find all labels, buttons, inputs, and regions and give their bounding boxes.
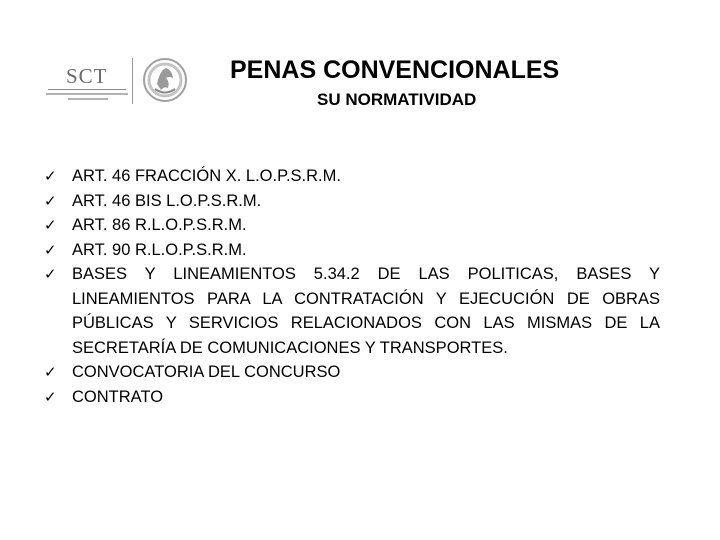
list-item [44,262,660,360]
page-subtitle: SU NORMATIVIDAD [317,90,477,109]
check-mark-icon: ✓ [44,240,57,259]
list-item-text: ART. 86 R.L.O.P.S.R.M. [72,216,247,234]
list-item [44,385,660,410]
check-mark-icon: ✓ [44,363,57,381]
list-item [44,360,660,385]
regulation-list [44,164,660,409]
national-seal-icon [142,56,188,106]
logo-subtext-line [68,98,108,100]
list-item-text: ART. 46 FRACCIÓN X. L.O.P.S.R.M. [72,167,341,185]
logo-divider [132,58,133,104]
page-title: PENAS CONVENCIONALES [230,56,560,84]
check-mark-icon: ✓ [44,265,57,283]
list-item [44,213,660,238]
logo-rule [48,89,126,90]
check-mark-icon: ✓ [44,191,57,210]
list-item-text: ART. 46 BIS L.O.P.S.R.M. [72,191,262,210]
list-item-text: BASES Y LINEAMIENTOS 5.34.2 DE LAS POLITICAS, BASES Y LINEAMIENTOS PARA LA CONTRATACIÓN Y EJECUCIÓN DE OBRAS PÚBLICAS Y SERVICIOS RELACIONADOS CON LAS MISMAS DE LA SECRETARÍA DE COMUNICACIONES Y TRANSPORTES. [72,265,660,357]
list-item-text: ART. 90 R.L.O.P.S.R.M. [72,240,247,259]
check-mark-icon: ✓ [44,216,57,234]
list-item-text: CONVOCATORIA DEL CONCURSO [72,363,341,381]
list-item [44,164,660,189]
logo-subtext-line [46,93,128,95]
check-mark-icon: ✓ [44,387,57,406]
sct-logo [38,56,188,106]
list-item [44,238,660,263]
check-mark-icon: ✓ [44,167,57,185]
list-item-text: CONTRATO [72,387,164,406]
list-item [44,189,660,214]
sct-logo-text: SCT [66,64,108,88]
